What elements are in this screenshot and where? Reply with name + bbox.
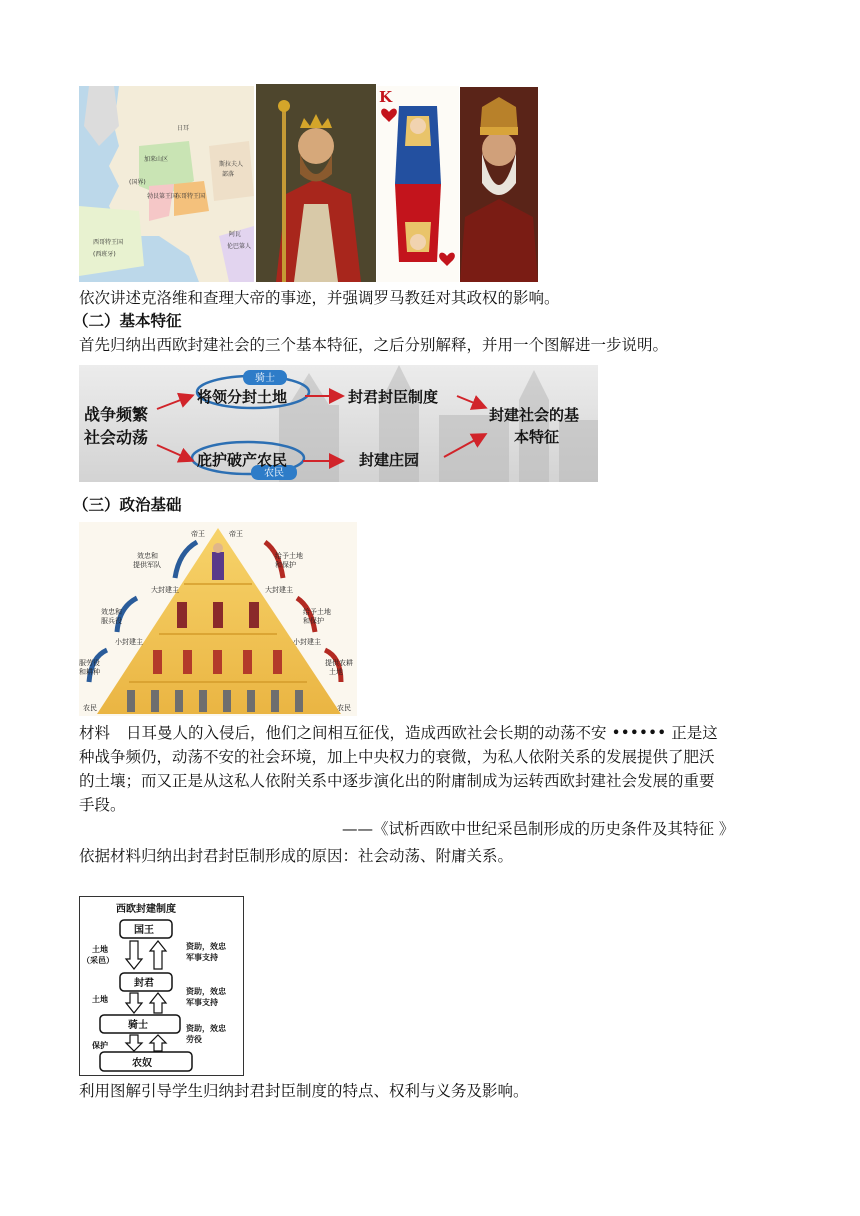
- flow-diagram-svg: [79, 365, 598, 482]
- charlemagne-portrait-image: [460, 87, 538, 282]
- map-label: 伦巴第人: [227, 243, 252, 250]
- map-label: 加来山区: [144, 156, 169, 163]
- material-line-1: [79, 722, 789, 744]
- arrow-down-2: [126, 993, 142, 1013]
- flow-result-line2: 本特征: [514, 428, 560, 446]
- right-label-1b: 军事支持: [186, 952, 218, 962]
- map-label: 西哥特王国: [93, 239, 124, 246]
- pyramid-r3a: 提供农耕: [325, 659, 353, 667]
- pyramid-l2a: 效忠和: [101, 608, 122, 616]
- left-label-1a: 土地: [92, 944, 108, 954]
- section-heading-political-basis: （三）政治基础: [73, 495, 182, 514]
- left-label-2: 土地: [92, 994, 108, 1004]
- map-label: 阿瓦: [229, 231, 242, 238]
- pyramid-lord-right: 大封建主: [265, 586, 293, 594]
- pyramid-lord-left: 大封建主: [151, 586, 179, 594]
- arrow-up-2: [150, 993, 166, 1013]
- para-features: 首先归纳出西欧封建社会的三个基本特征，之后分别解释，并用一个图解进一步说明。: [79, 336, 669, 354]
- knight-tag-label: 骑士: [255, 373, 275, 384]
- pyramid-r1b: 和保护: [275, 561, 296, 569]
- flow-bottom-right: 封建庄园: [359, 451, 420, 469]
- pyramid-small-left: 小封建主: [115, 638, 143, 646]
- flow-top-right: 封君封臣制度: [348, 388, 439, 406]
- map-label: (国界): [129, 179, 146, 186]
- right-label-2b: 军事支持: [186, 997, 218, 1007]
- king-label: 国王: [134, 925, 154, 936]
- pyramid-r2a: 给予土地: [303, 608, 331, 616]
- para-reason: 依据材料归纳出封君封臣制形成的原因：社会动荡、附庸关系。: [79, 847, 514, 865]
- lord-label: 封君: [134, 978, 154, 989]
- arrow-down-3: [126, 1035, 142, 1051]
- serf-label: 农奴: [132, 1058, 152, 1069]
- material-source: ——《试析西欧中世纪采邑制形成的历史条件及其特征 》: [342, 820, 735, 838]
- map-label: 东哥特王国: [175, 193, 206, 200]
- pyramid-r3b: 土地: [329, 668, 343, 676]
- section-heading-basic-features: （二）基本特征: [73, 311, 182, 330]
- flow-left-line1: 战争频繁: [84, 405, 149, 424]
- map-label: 日耳: [177, 125, 190, 132]
- map-label: (西班牙): [93, 251, 116, 258]
- arrow-up-1: [150, 941, 166, 969]
- pyramid-l1a: 效忠和: [137, 552, 158, 560]
- feudal-title: 西欧封建制度: [116, 904, 176, 915]
- material-line-2: 种战争频仍，动荡不安的社会环境，加上中央权力的衰微，为私人依附关系的发展提供了肥沃: [79, 748, 715, 766]
- right-label-1a: 资助，效忠: [186, 941, 226, 951]
- map-label: 部落: [222, 171, 235, 178]
- arrow-down-1: [126, 941, 142, 969]
- material-text-1: 日耳曼人的入侵后，他们之间相互征伐，造成西欧社会长期的动荡不安 •••••• 正是这: [126, 724, 718, 742]
- peasant-tag-label: 农民: [264, 468, 284, 479]
- flow-left-line2: 社会动荡: [84, 428, 149, 447]
- pyramid-l1b: 提供军队: [133, 561, 161, 569]
- card-letter: K: [379, 88, 393, 106]
- pyramid-top-right-label: 帝王: [229, 530, 243, 538]
- right-label-2a: 资助，效忠: [186, 986, 226, 996]
- map-label: 斯拉夫人: [219, 161, 244, 168]
- pyramid-peasant-right: 农民: [337, 704, 351, 712]
- left-label-3: 保护: [92, 1040, 108, 1050]
- pyramid-peasant-left: 农民: [83, 704, 97, 712]
- flow-result-line1: 封建社会的基: [489, 406, 580, 424]
- pyramid-l3a: 服劳役: [79, 659, 100, 667]
- pyramid-r1a: 给予土地: [275, 552, 303, 560]
- right-label-3a: 资助，效忠: [186, 1023, 226, 1033]
- europe-map-image: [79, 86, 254, 282]
- flow-bottom-mid: 庇护破产农民: [197, 451, 288, 469]
- pyramid-small-right: 小封建主: [293, 638, 321, 646]
- pyramid-top-label: 帝王: [191, 530, 205, 538]
- feudal-features-flow-diagram: [79, 365, 598, 482]
- para-conclusion: 利用图解引导学生归纳封君封臣制度的特点、权利与义务及影响。: [79, 1082, 529, 1100]
- material-line-3: 的土壤；而又正是从这私人依附关系中逐步演化出的附庸制成为运转西欧封建社会发展的重要: [79, 772, 715, 790]
- para-intro: 依次讲述克洛维和查理大帝的事迹，并强调罗马教廷对其政权的影响。: [79, 289, 560, 307]
- pyramid-l2b: 服兵役: [101, 617, 122, 625]
- flow-top-mid: 将领分封土地: [197, 388, 288, 406]
- material-line-4: 手段。: [79, 796, 126, 814]
- map-label: 勃艮第王国: [147, 193, 178, 200]
- feudal-pyramid-diagram: [79, 522, 357, 716]
- feudal-system-diagram: [79, 896, 244, 1076]
- pyramid-l3b: 和耕种: [79, 668, 100, 676]
- arrow-up-3: [150, 1035, 166, 1051]
- playing-card-image: [377, 86, 459, 282]
- knight-label: 骑士: [128, 1020, 148, 1031]
- right-label-3b: 劳役: [186, 1034, 202, 1044]
- king-figure: [212, 543, 224, 580]
- left-label-1b: （采邑）: [82, 955, 114, 965]
- material-label: 材料: [79, 724, 111, 742]
- king-portrait-image: [256, 84, 376, 282]
- pyramid-r2b: 和保护: [303, 617, 324, 625]
